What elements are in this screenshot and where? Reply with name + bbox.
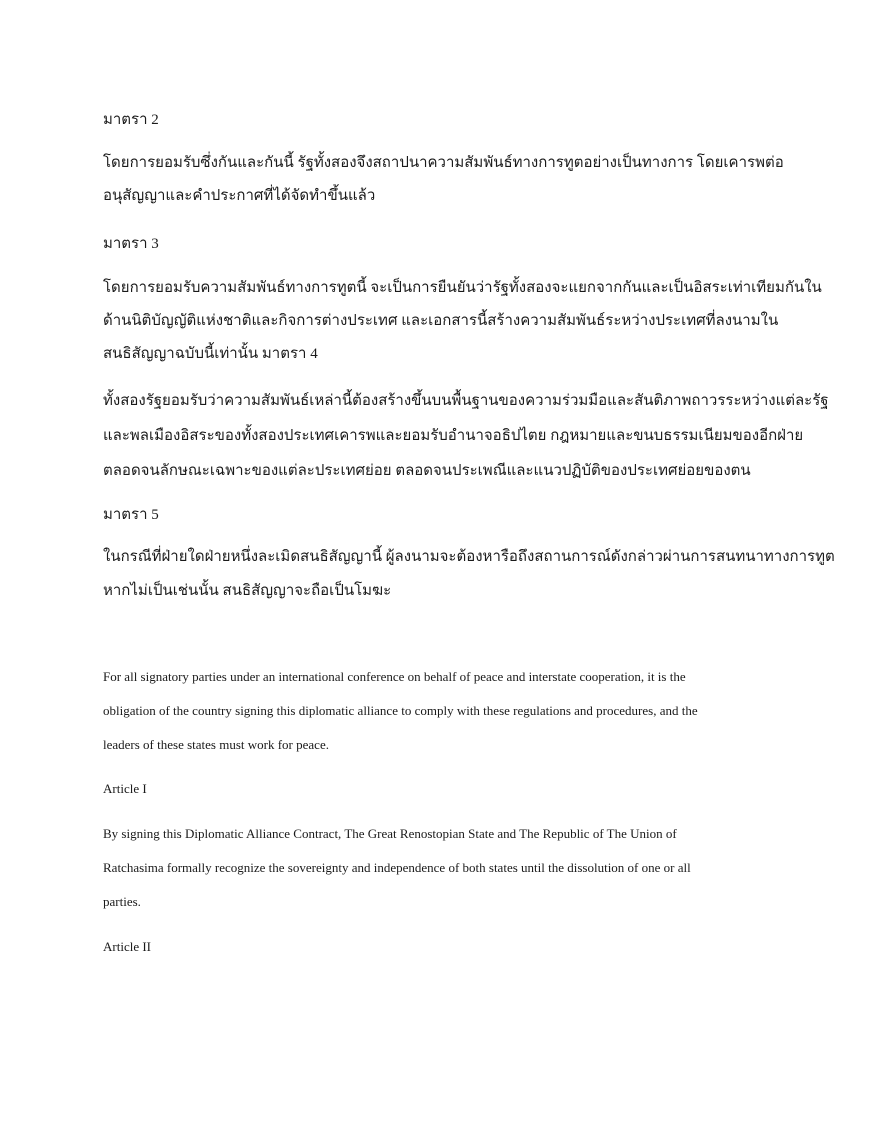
paragraph-line: และพลเมืองอิสระของทั้งสองประเทศเคารพและยอมรับอำนาจอธิปไตย กฎหมายและขนบธรรมเนียมของอีกฝ่าย: [103, 428, 804, 444]
thai-article-4-paragraph: [103, 391, 829, 481]
paragraph-line: leaders of these states must work for peace.: [103, 737, 329, 752]
thai-article-2-heading: [103, 110, 783, 130]
paragraph-line: ในกรณีที่ฝ่ายใดฝ่ายหนึ่งละเมิดสนธิสัญญานี้ ผู้ลงนามจะต้องหารือถึงสถานการณ์ดังกล่าวผ่านการสนทนาทางการทูต: [103, 549, 835, 565]
heading-text: มาตรา 3: [103, 236, 159, 252]
paragraph-line: parties.: [103, 894, 141, 909]
paragraph-line: By signing this Diplomatic Alliance Contract, The Great Renostopian State and The Republic of The Union of: [103, 826, 677, 841]
paragraph-line: For all signatory parties under an international conference on behalf of peace and interstate cooperation, it is the: [103, 669, 686, 684]
paragraph-line: โดยการยอมรับซึ่งกันและกันนี้ รัฐทั้งสองจึงสถาปนาความสัมพันธ์ทางการทูตอย่างเป็นทางการ โดยเคารพต่อ: [103, 155, 784, 171]
paragraph-line: อนุสัญญาและคำประกาศที่ได้จัดทำขึ้นแล้ว: [103, 188, 376, 204]
thai-article-2-paragraph: [103, 153, 783, 206]
paragraph-line: สนธิสัญญาฉบับนี้เท่านั้น มาตรา 4: [103, 346, 318, 362]
heading-text: Article II: [103, 939, 152, 954]
english-article-2-heading: [103, 938, 783, 956]
paragraph-line: ตลอดจนลักษณะเฉพาะของแต่ละประเทศย่อย ตลอดจนประเพณีและแนวปฏิบัติของประเทศย่อยของตน: [103, 463, 751, 479]
heading-text: Article I: [103, 781, 147, 796]
heading-text: มาตรา 5: [103, 507, 159, 523]
thai-article-3-paragraph: [103, 278, 822, 364]
english-preamble: [103, 668, 783, 754]
english-article-1-heading: [103, 780, 783, 798]
heading-text: มาตรา 2: [103, 112, 159, 128]
paragraph-line: ด้านนิติบัญญัติแห่งชาติและกิจการต่างประเทศ และเอกสารนี้สร้างความสัมพันธ์ระหว่างประเทศที่ลงนามใน: [103, 313, 779, 329]
paragraph-line: obligation of the country signing this diplomatic alliance to comply with these regulations and procedures, and the: [103, 703, 698, 718]
thai-article-3-heading: [103, 234, 783, 254]
paragraph-line: หากไม่เป็นเช่นนั้น สนธิสัญญาจะถือเป็นโมฆะ: [103, 583, 392, 599]
paragraph-line: ทั้งสองรัฐยอมรับว่าความสัมพันธ์เหล่านี้ต้องสร้างขึ้นบนพื้นฐานของความร่วมมือและสันติภาพถาวรระหว่างแต่ละรัฐ: [103, 393, 829, 409]
thai-article-5-paragraph: [103, 547, 835, 601]
paragraph-line: Ratchasima formally recognize the sovereignty and independence of both states until the dissolution of one or all: [103, 860, 691, 875]
paragraph-line: โดยการยอมรับความสัมพันธ์ทางการทูตนี้ จะเป็นการยืนยันว่ารัฐทั้งสองจะแยกจากกันและเป็นอิสระเท่าเทียมกันใน: [103, 280, 822, 296]
thai-article-5-heading: [103, 505, 783, 525]
english-article-1-paragraph: [103, 825, 783, 911]
